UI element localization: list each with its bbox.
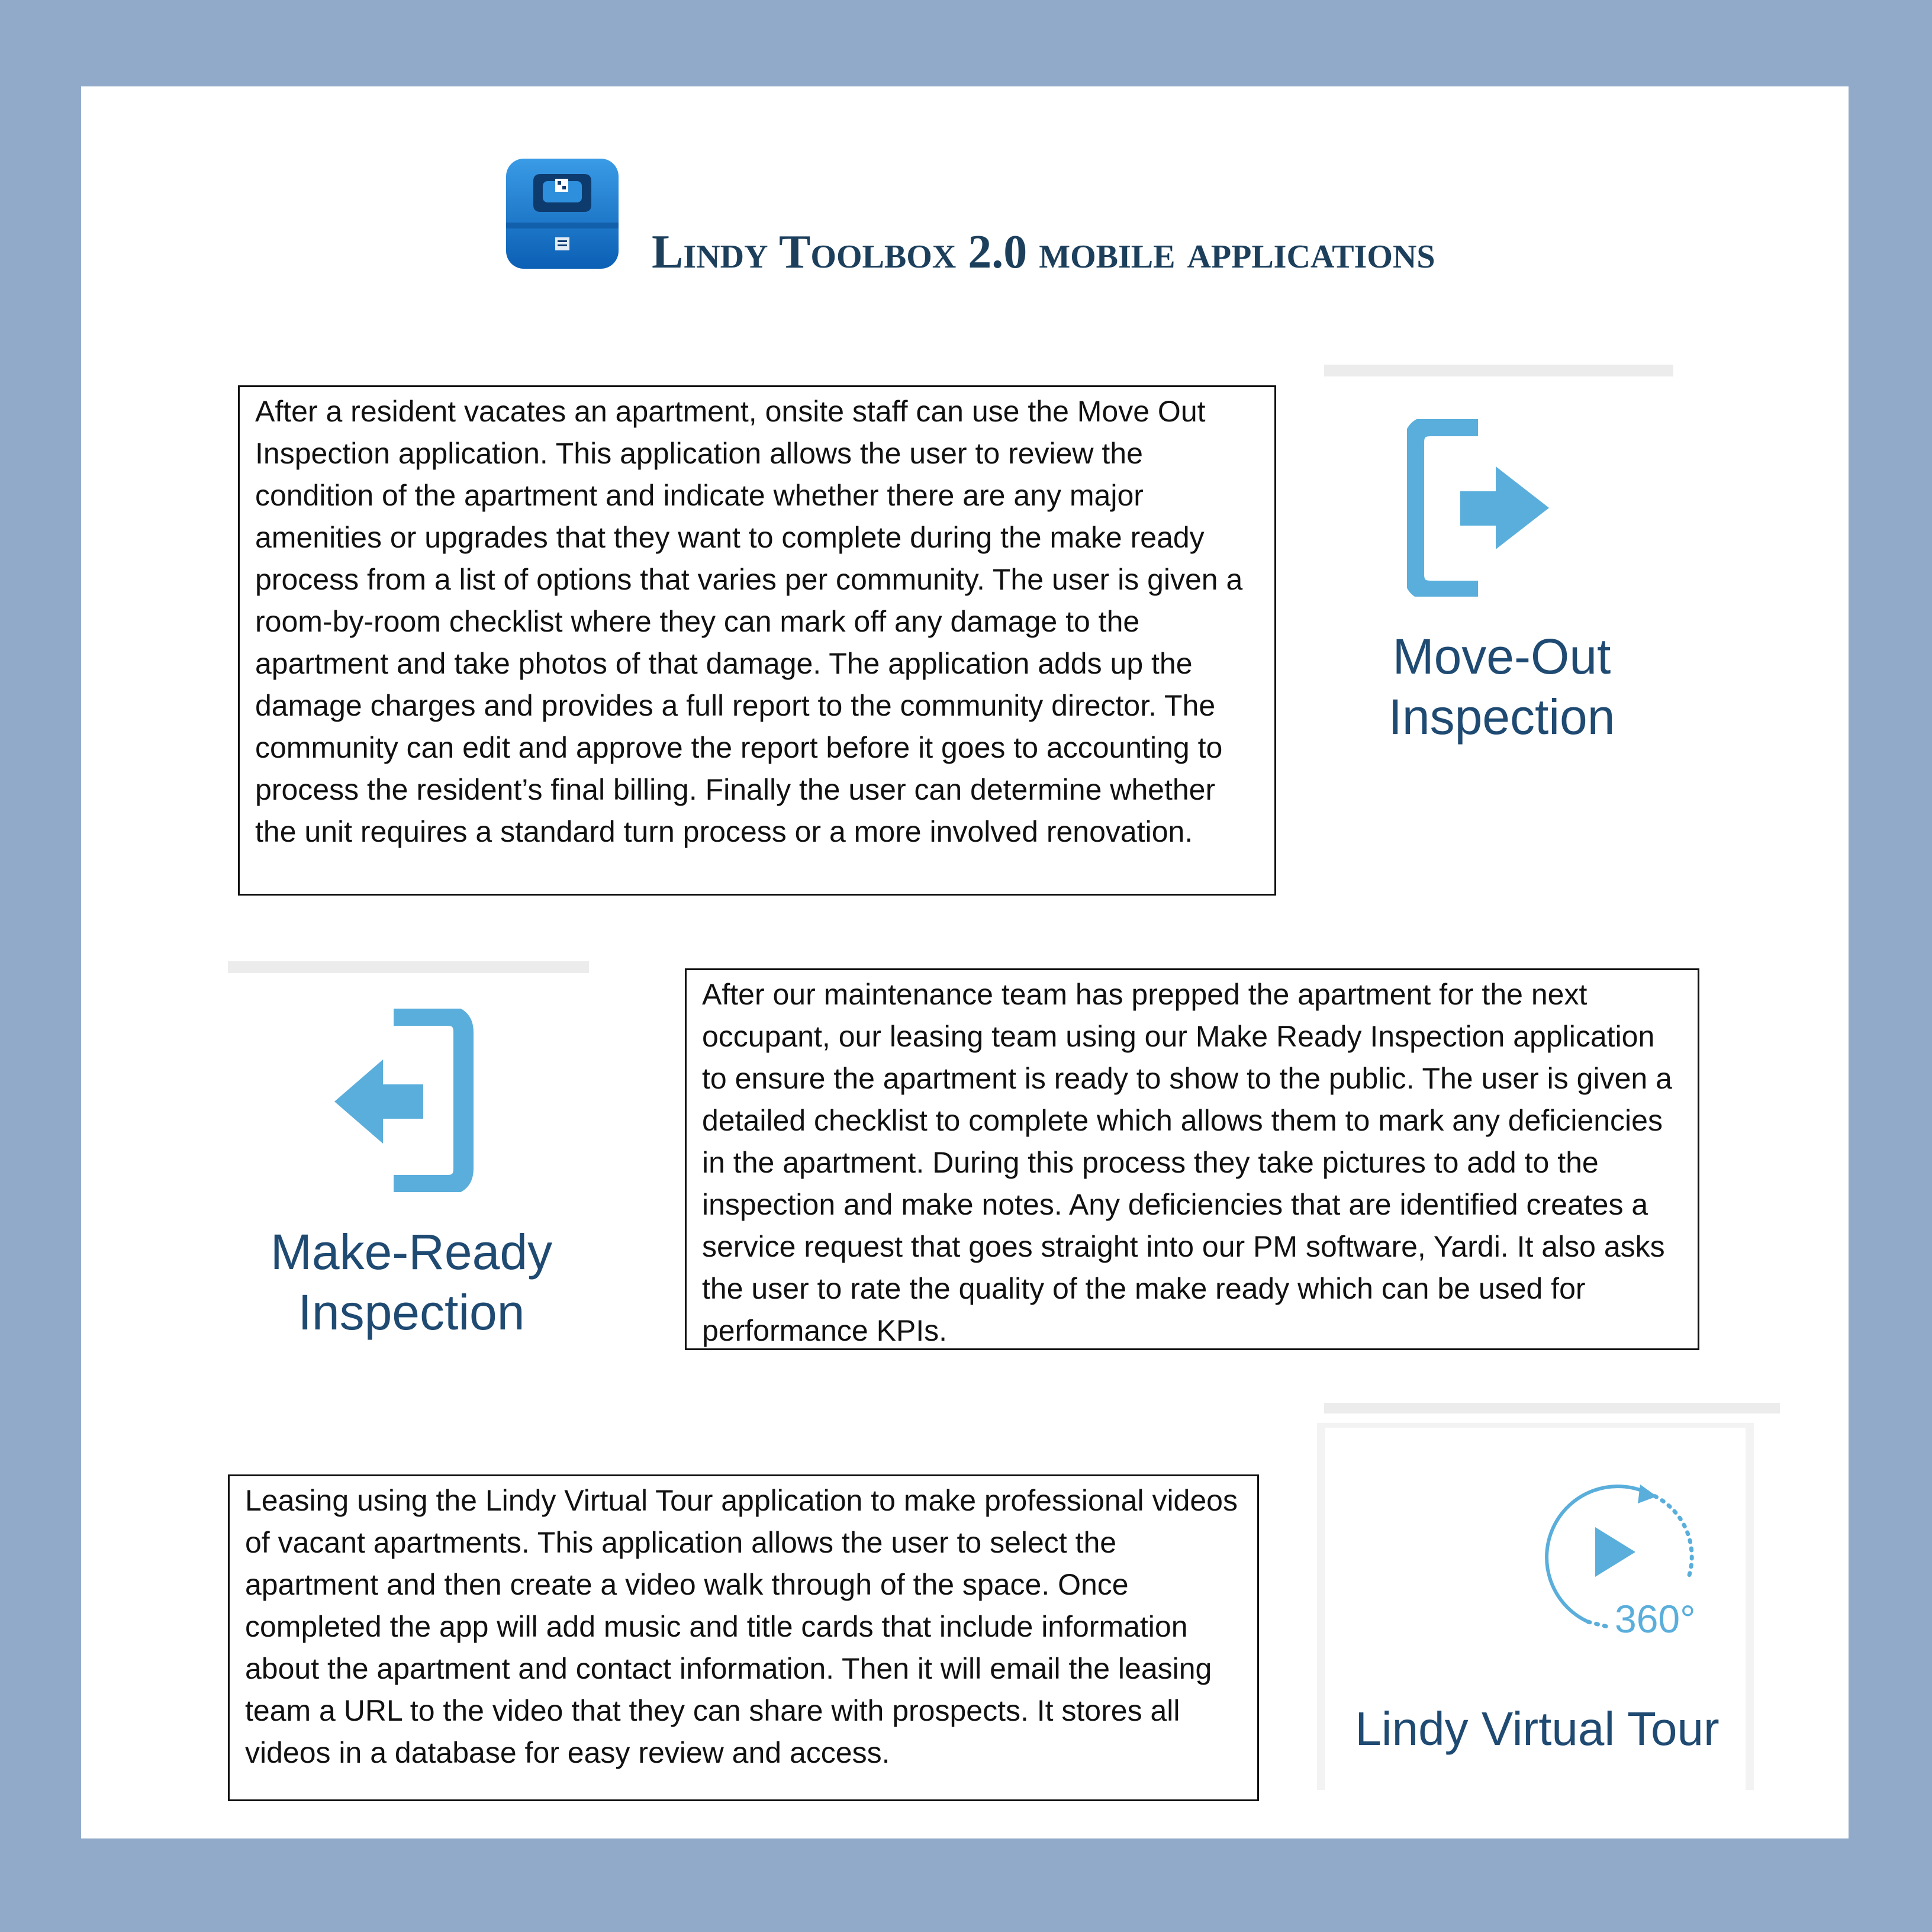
move-out-inspection-tile bbox=[1324, 365, 1679, 850]
move-out-description: After a resident vacates an apartment, onsite staff can use the Move Out Inspection application. This application allows the user to review the condition of the apartment and indicate whether there are any major amenities or upgrades that they want to complete during the make ready process from a list of options that varies per community. The user is given a room-by-room checklist where they can mark off any damage to the apartment and take photos of that damage. The application adds up the damage charges and provides a full report to the community director. The community can edit and approve the report before it goes to accounting to process the resident’s final billing. Finally the user can determine whether the unit requires a standard turn process or a more involved renovation. bbox=[238, 385, 1276, 896]
move-out-label-line1: Move-Out bbox=[1392, 629, 1611, 684]
make-ready-description: After our maintenance team has prepped the apartment for the next occupant, our leasing team using our Make Ready Inspection application to ensure the apartment is ready to show to the public. The user is given a detailed checklist to complete which allows them to mark any deficiencies in the apartment. During this process they take pictures to add to the inspection and make notes. Any deficiencies that are identified creates a service request that goes straight into our PM software, Yardi. It also asks the user to rate the quality of the make ready which can be used for performance KPIs. bbox=[685, 968, 1699, 1350]
move-out-arrow-icon bbox=[1407, 419, 1555, 597]
play-360-icon bbox=[1535, 1462, 1712, 1640]
move-out-label-line2: Inspection bbox=[1388, 689, 1615, 745]
document-title: Lindy Toolbox 2.0 mobile applications bbox=[652, 226, 1435, 278]
make-ready-label bbox=[228, 1222, 595, 1342]
lindy-virtual-tour-tile bbox=[1324, 1403, 1786, 1817]
move-in-arrow-icon bbox=[334, 1009, 482, 1192]
tile-divider bbox=[1324, 365, 1673, 376]
make-ready-inspection-tile bbox=[228, 961, 595, 1387]
virtual-tour-description: Leasing using the Lindy Virtual Tour application to make professional videos of vacant apartments. This application allows the user to select the apartment and then create a video walk through of the space. Once completed the app will add music and title cards that include information about the apartment and contact information. Then it will email the leasing team a URL to the video that they can share with prospects. It stores all videos in a database for easy review and access. bbox=[228, 1474, 1259, 1801]
tile-divider bbox=[1324, 1403, 1780, 1413]
toolbox-app-icon bbox=[505, 157, 620, 270]
move-out-label bbox=[1324, 626, 1679, 747]
document-page bbox=[81, 86, 1849, 1838]
badge-360-text: 360° bbox=[1615, 1597, 1696, 1640]
tile-divider bbox=[228, 961, 589, 973]
make-ready-label-line2: Inspection bbox=[298, 1284, 525, 1340]
make-ready-label-line1: Make-Ready bbox=[270, 1224, 553, 1280]
virtual-tour-label: Lindy Virtual Tour bbox=[1355, 1702, 1720, 1755]
